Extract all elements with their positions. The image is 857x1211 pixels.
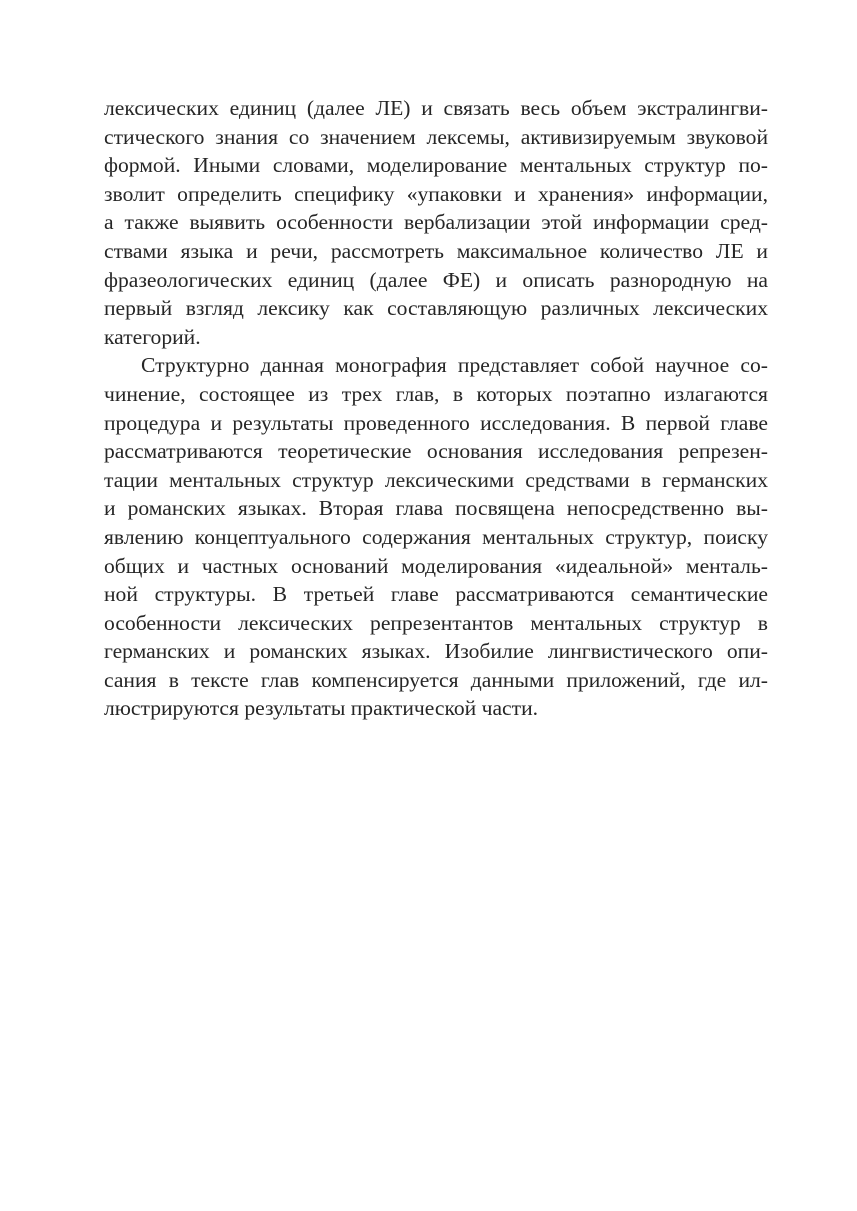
text-line: Структурно данная монография представляет собой научное со- <box>141 353 768 378</box>
text-line: рассматриваются теоретические основания исследования репрезен- <box>104 439 768 464</box>
text-line: сания в тексте глав компенсируется данными приложений, где ил- <box>104 667 768 692</box>
text-line: чинение, состоящее из трех глав, в которых поэтапно излагаются <box>104 381 768 406</box>
text-line: ствами языка и речи, рассмотреть максимальное количество ЛЕ и <box>104 238 768 263</box>
text-line: и романских языках. Вторая глава посвящена непосредственно вы- <box>104 496 768 521</box>
text-line: а также выявить особенности вербализации этой информации сред- <box>104 210 768 235</box>
paragraph-1 <box>104 94 768 351</box>
text-line: формой. Иными словами, моделирование ментальных структур по- <box>104 153 768 178</box>
text-line: зволит определить специфику «упаковки и хранения» информации, <box>104 181 768 206</box>
text-line: особенности лексических репрезентантов ментальных структур в <box>104 610 768 635</box>
text-line: категорий. <box>104 324 201 349</box>
text-line: тации ментальных структур лексическими средствами в германских <box>104 467 768 492</box>
text-line: люстрируются результаты практической части. <box>104 696 539 721</box>
text-line: общих и частных оснований моделирования «идеальной» менталь- <box>104 553 768 578</box>
text-line: германских и романских языках. Изобилие лингвистического опи- <box>104 639 768 664</box>
text-line: первый взгляд лексику как составляющую различных лексических <box>104 296 768 321</box>
text-line: процедура и результаты проведенного исследования. В первой главе <box>104 410 768 435</box>
text-line: ной структуры. В третьей главе рассматриваются семантические <box>104 582 768 607</box>
body-text <box>104 94 768 723</box>
paragraph-2 <box>104 351 768 723</box>
text-line: фразеологических единиц (далее ФЕ) и описать разнородную на <box>104 267 768 292</box>
text-line: лексических единиц (далее ЛЕ) и связать весь объем экстралингви- <box>104 96 768 120</box>
text-line: стического знания со значением лексемы, активизируемым звуковой <box>104 124 768 149</box>
text-line: явлению концептуального содержания ментальных структур, поиску <box>104 524 768 549</box>
